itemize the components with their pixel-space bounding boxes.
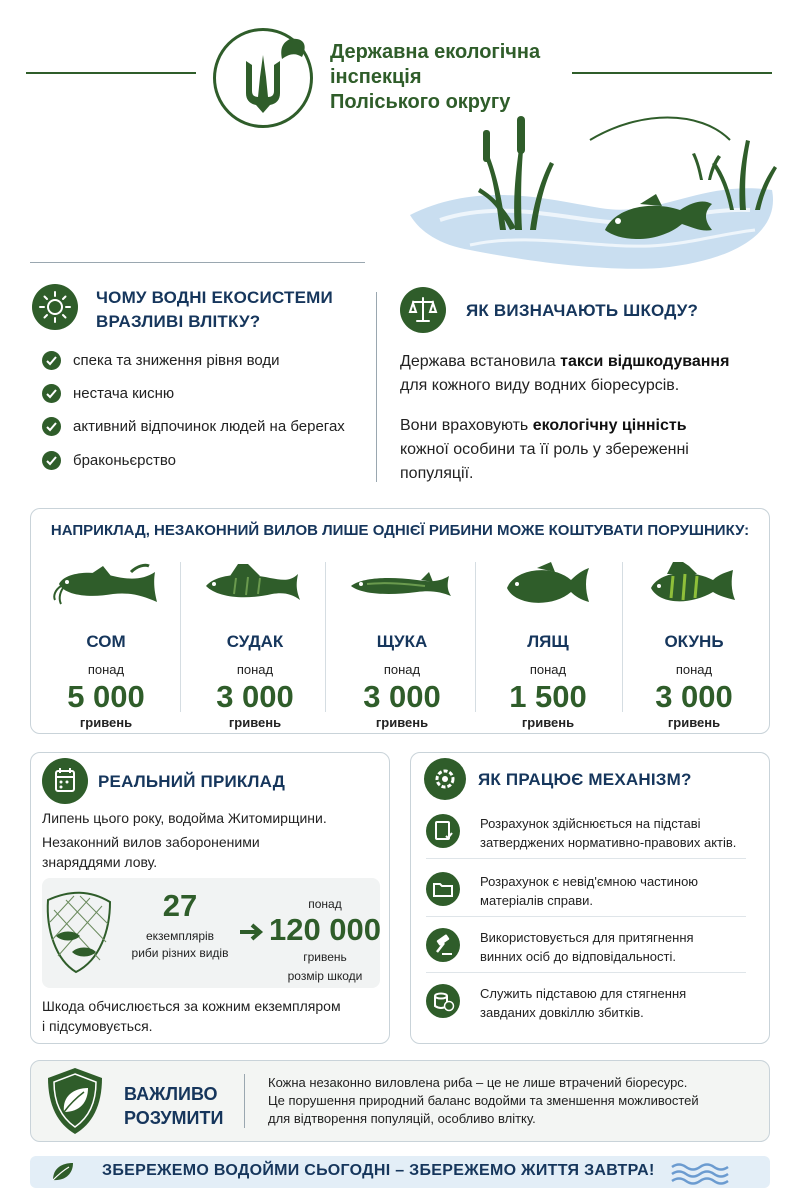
list-item-text: активний відпочинок людей на берегах [73,417,345,435]
list-item [42,415,345,437]
perch-icon [639,560,749,610]
damage-p1-c: для кожного виду водних біоресурсів. [400,377,680,394]
fish-count-label-2: риби різних видів [131,946,229,960]
fine-catfish [36,560,176,730]
damage-sum-label-2: розмір шкоди [287,969,363,983]
fish-currency: гривень [79,715,133,730]
mechanism-line-2: затверджених нормативно-правових актів. [480,835,737,850]
sun-icon [32,284,78,330]
list-item-text: браконьєрство [73,451,176,469]
calendar-icon [42,758,88,804]
vulnerable-title [96,286,333,334]
section-divider-top [30,262,365,263]
mechanism-line-2: завданих довкіллю збитків. [480,1005,644,1020]
damage-p2-b: екологічну цінність [532,417,687,434]
example-line-3: знаряддями лову. [42,854,158,870]
org-line-1: Державна екологічна [330,41,541,63]
fishing-net-icon [40,890,116,976]
fish-currency: гривень [667,715,721,730]
list-item-text: спека та зниження рівня води [73,351,280,369]
example-line-2: Незаконний вилов забороненими [42,834,260,850]
leaf-icon [50,1160,76,1184]
fish-price: 5 000 [67,679,145,714]
fish-over-label: понад [87,662,125,677]
org-line-2: інспекція [330,66,422,88]
important-title [124,1082,223,1130]
mechanism-line-1: Розрахунок є невід'ємною частиною [480,874,699,889]
vulnerable-title-line-1: ЧОМУ ВОДНІ ЕКОСИСТЕМИ [96,288,333,307]
fish-count-label [112,928,248,962]
arrow-right-icon [238,922,266,942]
gavel-icon [426,928,460,962]
fish-name: ЛЯЩ [527,632,569,651]
fish-over-label: понад [236,662,274,677]
fine-pike [332,560,472,730]
mechanism-title: ЯК ПРАЦЮЄ МЕХАНІЗМ? [478,770,692,789]
bream-icon [493,560,603,610]
fish-over-label: понад [383,662,421,677]
fine-zander [185,560,325,730]
column-divider [325,562,326,712]
damage-paragraph-1 [400,350,780,398]
mechanism-line-1: Служить підставою для стягнення [480,986,687,1001]
example-note-2: і підсумовується. [42,1018,153,1034]
important-line-3: для відтворення популяцій, особливо влітку. [268,1111,536,1126]
fines-heading: НАПРИКЛАД, НЕЗАКОННИЙ ВИЛОВ ЛИШЕ ОДНІЄЇ РИБИНИ МОЖЕ КОШТУВАТИ ПОРУШНИКУ: [50,522,750,539]
list-item [42,449,176,471]
fish-name: СОМ [86,632,126,651]
coins-icon [426,984,460,1018]
mechanism-line-2: винних осіб до відповідальності. [480,949,676,964]
example-line-1: Липень цього року, водойма Житомирщини. [42,810,327,826]
important-title-line-1: ВАЖЛИВО [124,1084,218,1104]
fish-over-label: понад [529,662,567,677]
list-item [42,349,280,371]
folder-icon [426,872,460,906]
pike-icon [347,560,457,610]
scales-icon [400,287,446,333]
column-divider [475,562,476,712]
damage-sum-label [268,948,382,986]
water-waves-icon [670,1161,730,1185]
catfish-icon [51,560,161,610]
fish-price: 3 000 [363,679,441,714]
damage-p2-a: Вони враховують [400,417,533,434]
trident-emblem-icon [213,28,313,128]
damage-paragraph-2 [400,414,780,486]
important-text [268,1074,763,1128]
gear-icon [424,758,466,800]
list-item-text: нестача кисню [73,384,175,402]
mechanism-divider [426,916,746,917]
important-line-2: Це порушення природний баланс водойми та зменшення можливостей [268,1093,699,1108]
fine-bream [478,560,618,730]
mechanism-item-text [480,872,770,910]
fine-perch [624,560,764,730]
vulnerable-title-line-2: ВРАЗЛИВІ ВЛІТКУ? [96,312,261,331]
column-divider [180,562,181,712]
fish-count: 27 [162,888,198,923]
vertical-divider [376,292,377,482]
damage-p2-c: кожної особини та її роль у збереженні [400,441,689,458]
mechanism-line-2: матеріалів справи. [480,893,594,908]
damage-sum-label-1: гривень [303,950,347,964]
fish-price: 3 000 [655,679,733,714]
shield-leaf-icon [44,1066,106,1136]
document-check-icon [426,814,460,848]
fish-name: ОКУНЬ [664,632,724,651]
fish-price: 1 500 [509,679,587,714]
fish-currency: гривень [228,715,282,730]
check-icon [42,417,61,436]
header-rule-left [26,72,196,74]
example-title: РЕАЛЬНИЙ ПРИКЛАД [98,772,286,791]
check-icon [42,384,61,403]
mechanism-divider [426,972,746,973]
damage-sum: 120 000 [268,912,382,947]
mechanism-item-text [480,928,770,966]
important-divider [244,1074,245,1128]
damage-p2-d: популяції. [400,465,474,482]
fish-currency: гривень [521,715,575,730]
important-line-1: Кожна незаконно виловлена риба – це не лише втрачений біоресурс. [268,1075,688,1090]
fish-over-label: понад [675,662,713,677]
fish-currency: гривень [375,715,429,730]
damage-p1-a: Держава встановила [400,353,561,370]
zander-icon [200,560,310,610]
fish-price: 3 000 [216,679,294,714]
damage-p1-b: такси відшкодування [560,353,730,370]
check-icon [42,451,61,470]
org-line-3: Поліського округу [330,91,511,113]
mechanism-divider [426,858,746,859]
mechanism-line-1: Використовується для притягнення [480,930,694,945]
fish-name: СУДАК [226,632,284,651]
mechanism-line-1: Розрахунок здійснюється на підставі [480,816,701,831]
column-divider [622,562,623,712]
sum-over-label: понад [308,897,342,911]
list-item [42,382,174,404]
fish-count-label-1: екземплярів [145,929,215,943]
fish-name: ЩУКА [376,632,428,651]
footer-slogan: ЗБЕРЕЖЕМО ВОДОЙМИ СЬОГОДНІ – ЗБЕРЕЖЕМО ЖИТТЯ ЗАВТРА! [102,1162,655,1179]
header-rule-right [572,72,772,74]
mechanism-item-text [480,984,770,1022]
mechanism-item-text [480,814,770,852]
water-fish-illustration [400,100,790,280]
damage-title: ЯК ВИЗНАЧАЮТЬ ШКОДУ? [466,301,699,320]
important-title-line-2: РОЗУМИТИ [124,1108,224,1128]
example-note-1: Шкода обчислюється за кожним екземпляром [42,998,341,1014]
check-icon [42,351,61,370]
